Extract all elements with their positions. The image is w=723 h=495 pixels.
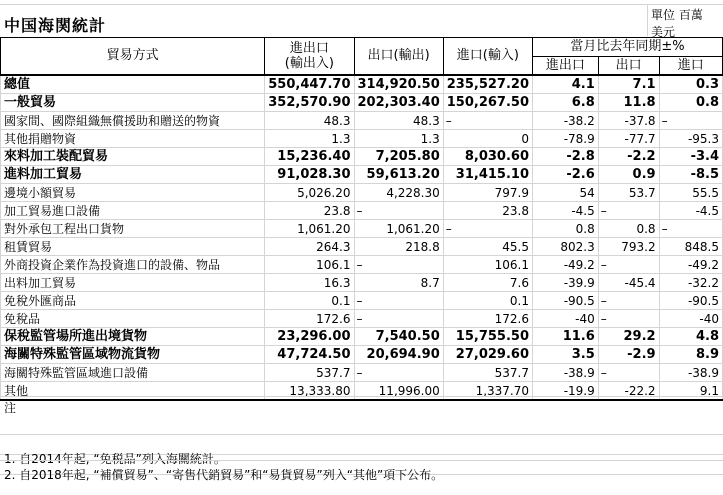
cell-yoy-import[interactable]: 848.5 bbox=[659, 238, 722, 256]
row-trade-mode[interactable]: 租賃貿易 bbox=[1, 238, 265, 256]
row-trade-mode[interactable]: 邊境小額貿易 bbox=[1, 184, 265, 202]
row-trade-mode[interactable]: 保稅監管場所進出境貨物 bbox=[1, 328, 265, 346]
cell-import-export[interactable]: 172.6 bbox=[265, 310, 354, 328]
cell-export[interactable]: – bbox=[354, 256, 443, 274]
cell-yoy-export[interactable]: 793.2 bbox=[598, 238, 659, 256]
table-row bbox=[1, 256, 723, 274]
row-trade-mode[interactable]: 其他 bbox=[1, 382, 265, 401]
note-2: 2. 自2018年起, “補償貿易”、“寄售代銷貿易”和“易貨貿易”列入“其他”項下公布。 bbox=[4, 468, 444, 482]
cell-yoy-import[interactable]: -38.9 bbox=[659, 364, 722, 382]
cell-yoy-export[interactable]: 7.1 bbox=[598, 75, 659, 94]
table-row bbox=[1, 166, 723, 184]
cell-yoy-export[interactable]: -2.2 bbox=[598, 148, 659, 166]
header-import-export bbox=[265, 38, 354, 76]
cell-import[interactable]: – bbox=[443, 112, 532, 130]
table-row bbox=[1, 112, 723, 130]
cell-yoy-export[interactable]: 29.2 bbox=[598, 328, 659, 346]
cell-yoy-import[interactable]: 4.8 bbox=[659, 328, 722, 346]
cell-yoy-import-export[interactable]: -38.9 bbox=[533, 364, 599, 382]
cell-yoy-import[interactable]: – bbox=[659, 112, 722, 130]
cell-import[interactable]: 235,527.20 bbox=[443, 75, 532, 94]
unit-divider bbox=[647, 4, 648, 36]
cell-export[interactable]: 1.3 bbox=[354, 130, 443, 148]
cell-yoy-import-export[interactable]: -2.6 bbox=[533, 166, 599, 184]
cell-export[interactable]: 314,920.50 bbox=[354, 75, 443, 94]
note-1: 1. 自2014年起, “免税品”列入海關統計。 bbox=[4, 452, 226, 466]
cell-import[interactable]: 0 bbox=[443, 130, 532, 148]
cell-export[interactable]: 7,540.50 bbox=[354, 328, 443, 346]
cell-yoy-import[interactable]: 55.5 bbox=[659, 184, 722, 202]
cell-import[interactable]: 150,267.50 bbox=[443, 94, 532, 112]
cell-yoy-import[interactable]: -90.5 bbox=[659, 292, 722, 310]
cell-import-export[interactable]: 537.7 bbox=[265, 364, 354, 382]
cell-yoy-import-export[interactable]: -4.5 bbox=[533, 202, 599, 220]
table-row bbox=[1, 346, 723, 364]
cell-export[interactable]: 11,996.00 bbox=[354, 382, 443, 401]
cell-yoy-import-export[interactable]: 802.3 bbox=[533, 238, 599, 256]
cell-yoy-import[interactable]: -3.4 bbox=[659, 148, 722, 166]
cell-import[interactable]: 31,415.10 bbox=[443, 166, 532, 184]
cell-import[interactable]: 797.9 bbox=[443, 184, 532, 202]
header-trade-mode: 貿易方式 bbox=[1, 38, 265, 76]
currency-label: 美元 bbox=[651, 25, 676, 39]
row-trade-mode[interactable]: 總值 bbox=[1, 75, 265, 94]
header-export: 出口(輸出) bbox=[354, 38, 443, 76]
cell-export[interactable]: 202,303.40 bbox=[354, 94, 443, 112]
cell-yoy-import[interactable]: -4.5 bbox=[659, 202, 722, 220]
cell-import-export[interactable]: 16.3 bbox=[265, 274, 354, 292]
cell-export[interactable]: 48.3 bbox=[354, 112, 443, 130]
cell-import-export[interactable]: 5,026.20 bbox=[265, 184, 354, 202]
cell-yoy-import[interactable]: 0.8 bbox=[659, 94, 722, 112]
row-trade-mode[interactable]: 海關特殊監管區域物流貨物 bbox=[1, 346, 265, 364]
cell-import[interactable]: 45.5 bbox=[443, 238, 532, 256]
notes-label: 注 bbox=[4, 401, 17, 415]
cell-yoy-export[interactable]: – bbox=[598, 256, 659, 274]
cell-import-export[interactable]: 91,028.30 bbox=[265, 166, 354, 184]
cell-import-export[interactable]: 48.3 bbox=[265, 112, 354, 130]
cell-yoy-import[interactable]: 0.3 bbox=[659, 75, 722, 94]
cell-import[interactable]: 15,755.50 bbox=[443, 328, 532, 346]
cell-yoy-import-export[interactable]: -19.9 bbox=[533, 382, 599, 401]
cell-export[interactable]: 1,061.20 bbox=[354, 220, 443, 238]
table-row bbox=[1, 364, 723, 382]
row-trade-mode[interactable]: 其他捐贈物資 bbox=[1, 130, 265, 148]
table-row bbox=[1, 75, 723, 94]
row-trade-mode[interactable]: 來料加工裝配貿易 bbox=[1, 148, 265, 166]
cell-yoy-import[interactable]: 8.9 bbox=[659, 346, 722, 364]
cell-export[interactable]: 218.8 bbox=[354, 238, 443, 256]
cell-yoy-export[interactable]: 0.9 bbox=[598, 166, 659, 184]
table-row bbox=[1, 274, 723, 292]
note-row-2 bbox=[0, 460, 723, 495]
cell-yoy-import-export[interactable]: -78.9 bbox=[533, 130, 599, 148]
cell-yoy-import-export[interactable]: 6.8 bbox=[533, 94, 599, 112]
table-row bbox=[1, 148, 723, 166]
cell-import-export[interactable]: 23.8 bbox=[265, 202, 354, 220]
cell-yoy-export[interactable]: -45.4 bbox=[598, 274, 659, 292]
table-row bbox=[1, 292, 723, 310]
row-trade-mode[interactable]: 免稅外匯商品 bbox=[1, 292, 265, 310]
table-row bbox=[1, 202, 723, 220]
cell-import[interactable]: 1,337.70 bbox=[443, 382, 532, 401]
cell-yoy-import-export[interactable]: -40 bbox=[533, 310, 599, 328]
cell-yoy-export[interactable]: -2.9 bbox=[598, 346, 659, 364]
cell-import-export[interactable]: 47,724.50 bbox=[265, 346, 354, 364]
cell-yoy-export[interactable]: -37.8 bbox=[598, 112, 659, 130]
cell-yoy-import-export[interactable]: 3.5 bbox=[533, 346, 599, 364]
top-divider bbox=[0, 0, 723, 5]
table-row bbox=[1, 94, 723, 112]
page-title: 中国海関統計 bbox=[4, 16, 107, 35]
header-import: 進口(輸入) bbox=[443, 38, 532, 76]
cell-import-export[interactable]: 0.1 bbox=[265, 292, 354, 310]
cell-yoy-export[interactable]: -77.7 bbox=[598, 130, 659, 148]
cell-yoy-import-export[interactable]: 54 bbox=[533, 184, 599, 202]
cell-yoy-import[interactable]: -49.2 bbox=[659, 256, 722, 274]
cell-yoy-export[interactable]: 53.7 bbox=[598, 184, 659, 202]
cell-yoy-import[interactable]: -95.3 bbox=[659, 130, 722, 148]
cell-yoy-import-export[interactable]: 11.6 bbox=[533, 328, 599, 346]
cell-yoy-import-export[interactable]: -90.5 bbox=[533, 292, 599, 310]
cell-yoy-import-export[interactable]: 4.1 bbox=[533, 75, 599, 94]
cell-yoy-export[interactable]: -22.2 bbox=[598, 382, 659, 401]
row-trade-mode[interactable]: 免稅品 bbox=[1, 310, 265, 328]
cell-yoy-import-export[interactable]: -39.9 bbox=[533, 274, 599, 292]
cell-export[interactable]: – bbox=[354, 310, 443, 328]
header-yoy: 當月比去年同期±% bbox=[533, 38, 723, 57]
cell-import-export[interactable]: 550,447.70 bbox=[265, 75, 354, 94]
cell-yoy-import[interactable]: -32.2 bbox=[659, 274, 722, 292]
table-row bbox=[1, 310, 723, 328]
table-row bbox=[1, 220, 723, 238]
cell-yoy-import[interactable]: 9.1 bbox=[659, 382, 722, 401]
cell-import-export[interactable]: 23,296.00 bbox=[265, 328, 354, 346]
row-trade-mode[interactable]: 外商投資企業作為投資進口的設備、物品 bbox=[1, 256, 265, 274]
cell-yoy-import-export[interactable]: -38.2 bbox=[533, 112, 599, 130]
row-trade-mode[interactable]: 出料加工貿易 bbox=[1, 274, 265, 292]
cell-yoy-export[interactable]: 11.8 bbox=[598, 94, 659, 112]
row-trade-mode[interactable]: 海關特殊監管區域進口設備 bbox=[1, 364, 265, 382]
cell-yoy-export[interactable]: – bbox=[598, 202, 659, 220]
cell-import-export[interactable]: 1.3 bbox=[265, 130, 354, 148]
cell-yoy-import[interactable]: – bbox=[659, 220, 722, 238]
cell-import[interactable]: 0.1 bbox=[443, 292, 532, 310]
cell-yoy-import[interactable]: -8.5 bbox=[659, 166, 722, 184]
cell-import[interactable]: – bbox=[443, 220, 532, 238]
cell-yoy-import-export[interactable]: -49.2 bbox=[533, 256, 599, 274]
cell-import[interactable]: 7.6 bbox=[443, 274, 532, 292]
table-row bbox=[1, 130, 723, 148]
cell-yoy-import-export[interactable]: -2.8 bbox=[533, 148, 599, 166]
row-trade-mode[interactable]: 國家間、國際組織無償援助和贈送的物資 bbox=[1, 112, 265, 130]
cell-import[interactable]: 27,029.60 bbox=[443, 346, 532, 364]
cell-export[interactable]: 4,228.30 bbox=[354, 184, 443, 202]
cell-export[interactable]: 59,613.20 bbox=[354, 166, 443, 184]
row-trade-mode[interactable]: 一般貿易 bbox=[1, 94, 265, 112]
cell-import-export[interactable]: 15,236.40 bbox=[265, 148, 354, 166]
note-label-row bbox=[0, 396, 723, 435]
cell-import[interactable]: 106.1 bbox=[443, 256, 532, 274]
cell-yoy-export[interactable]: – bbox=[598, 292, 659, 310]
cell-import-export[interactable]: 106.1 bbox=[265, 256, 354, 274]
cell-import-export[interactable]: 13,333.80 bbox=[265, 382, 354, 401]
header-import-export-sub: (輸出入) bbox=[284, 56, 334, 71]
cell-import[interactable]: 23.8 bbox=[443, 202, 532, 220]
unit-label: 單位 百萬 bbox=[651, 8, 703, 22]
row-trade-mode[interactable]: 進料加工貿易 bbox=[1, 166, 265, 184]
cell-export[interactable]: – bbox=[354, 364, 443, 382]
table-row bbox=[1, 238, 723, 256]
header-yoy-import-export: 進出口 bbox=[533, 57, 599, 76]
cell-export[interactable]: – bbox=[354, 292, 443, 310]
header-import-export-main: 進出口 bbox=[289, 41, 329, 56]
header-yoy-export: 出口 bbox=[598, 57, 659, 76]
cell-yoy-export[interactable]: – bbox=[598, 310, 659, 328]
table-row bbox=[1, 184, 723, 202]
table-row bbox=[1, 328, 723, 346]
header-yoy-import: 進口 bbox=[659, 57, 722, 76]
cell-import[interactable]: 172.6 bbox=[443, 310, 532, 328]
cell-yoy-export[interactable]: 0.8 bbox=[598, 220, 659, 238]
row-trade-mode[interactable]: 加工貿易進口設備 bbox=[1, 202, 265, 220]
cell-import[interactable]: 8,030.60 bbox=[443, 148, 532, 166]
cell-import-export[interactable]: 264.3 bbox=[265, 238, 354, 256]
cell-yoy-import-export[interactable]: 0.8 bbox=[533, 220, 599, 238]
cell-import-export[interactable]: 1,061.20 bbox=[265, 220, 354, 238]
trade-table bbox=[0, 37, 723, 401]
cell-export[interactable]: – bbox=[354, 202, 443, 220]
cell-import-export[interactable]: 352,570.90 bbox=[265, 94, 354, 112]
cell-export[interactable]: 7,205.80 bbox=[354, 148, 443, 166]
cell-export[interactable]: 20,694.90 bbox=[354, 346, 443, 364]
cell-export[interactable]: 8.7 bbox=[354, 274, 443, 292]
cell-yoy-import[interactable]: -40 bbox=[659, 310, 722, 328]
cell-import[interactable]: 537.7 bbox=[443, 364, 532, 382]
cell-yoy-export[interactable]: – bbox=[598, 364, 659, 382]
row-trade-mode[interactable]: 對外承包工程出口貨物 bbox=[1, 220, 265, 238]
